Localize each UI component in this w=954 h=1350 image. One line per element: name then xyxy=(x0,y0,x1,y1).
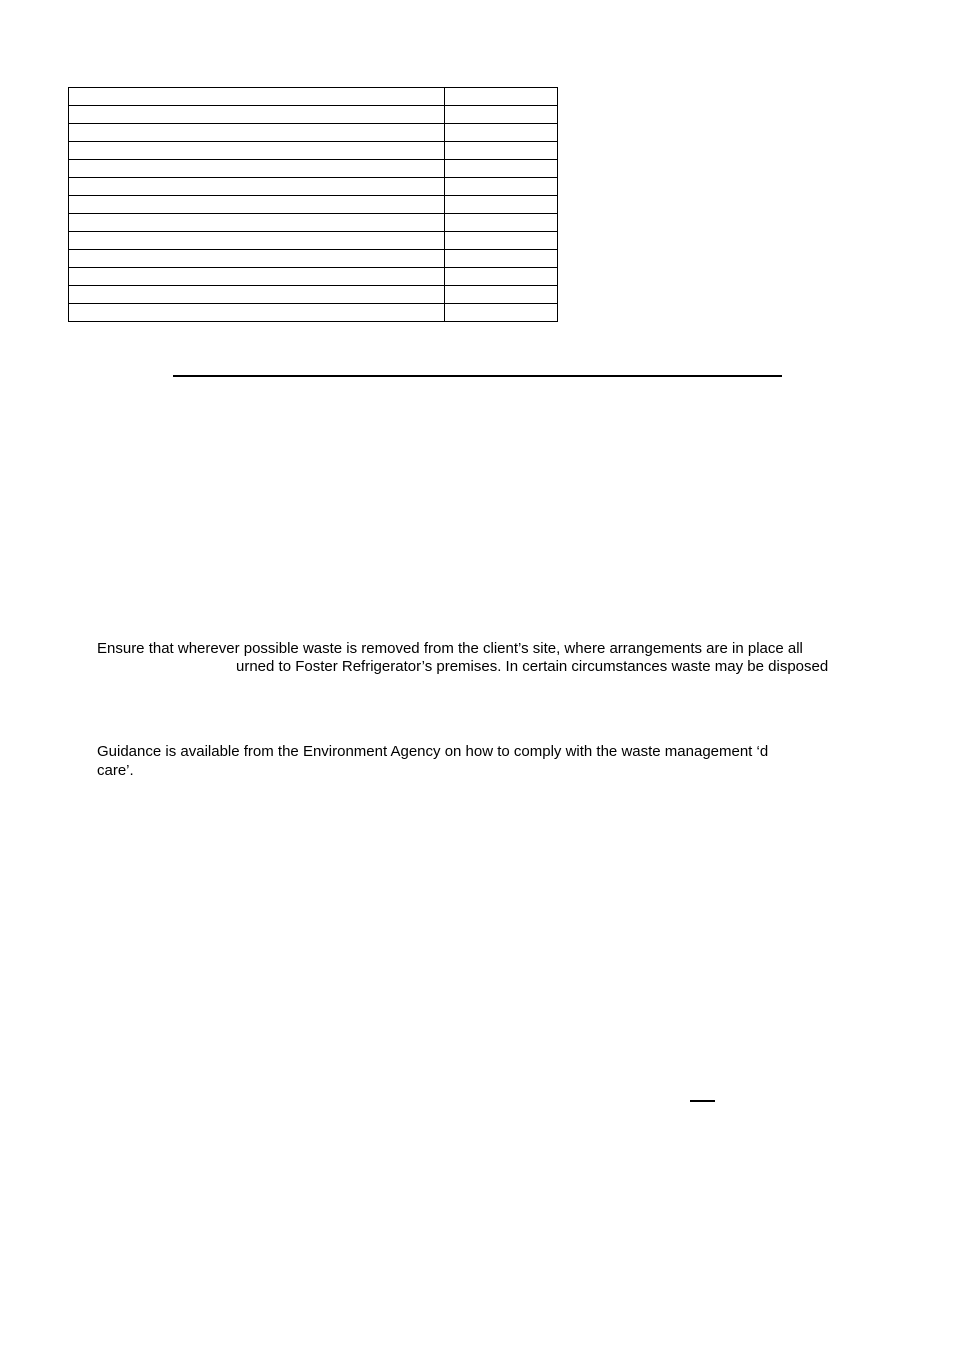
table-row xyxy=(69,304,558,322)
table-cell xyxy=(69,106,445,124)
table-cell xyxy=(69,268,445,286)
table-cell xyxy=(69,304,445,322)
table-row xyxy=(69,142,558,160)
paragraph-waste-removal-line-2: urned to Foster Refrigerator’s premises. In certain circumstances waste may be disposed xyxy=(236,658,829,675)
table-cell xyxy=(445,232,558,250)
table-cell xyxy=(445,88,558,106)
table-cell xyxy=(445,214,558,232)
table-cell xyxy=(445,142,558,160)
table-row xyxy=(69,286,558,304)
table-row xyxy=(69,250,558,268)
table-cell xyxy=(69,124,445,142)
table-row xyxy=(69,124,558,142)
table-cell xyxy=(69,196,445,214)
table-row xyxy=(69,160,558,178)
table-cell xyxy=(445,304,558,322)
table-cell xyxy=(445,250,558,268)
table-cell xyxy=(445,106,558,124)
blank-grid-table xyxy=(68,87,558,322)
table-cell xyxy=(69,160,445,178)
table-cell xyxy=(69,286,445,304)
table-cell xyxy=(69,88,445,106)
table-row xyxy=(69,178,558,196)
table-cell xyxy=(445,268,558,286)
table-cell xyxy=(69,250,445,268)
table-cell xyxy=(445,124,558,142)
table-cell xyxy=(445,286,558,304)
paragraph-guidance-line-1: Guidance is available from the Environment Agency on how to comply with the waste management ‘d xyxy=(97,743,769,760)
table-cell xyxy=(445,160,558,178)
table-cell xyxy=(69,142,445,160)
grid-table-body xyxy=(69,88,558,322)
table-row xyxy=(69,268,558,286)
table-row xyxy=(69,232,558,250)
paragraph-waste-removal-line-1: Ensure that wherever possible waste is removed from the client’s site, where arrangements are in place all xyxy=(97,640,803,657)
short-rule-mark xyxy=(690,1100,715,1102)
table-cell xyxy=(69,214,445,232)
table-cell xyxy=(445,196,558,214)
table-row xyxy=(69,196,558,214)
paragraph-guidance-line-2: care’. xyxy=(97,762,134,779)
table-cell xyxy=(69,178,445,196)
table-row xyxy=(69,106,558,124)
table-row xyxy=(69,88,558,106)
table-cell xyxy=(445,178,558,196)
table-cell xyxy=(69,232,445,250)
horizontal-rule xyxy=(173,375,782,377)
table-row xyxy=(69,214,558,232)
